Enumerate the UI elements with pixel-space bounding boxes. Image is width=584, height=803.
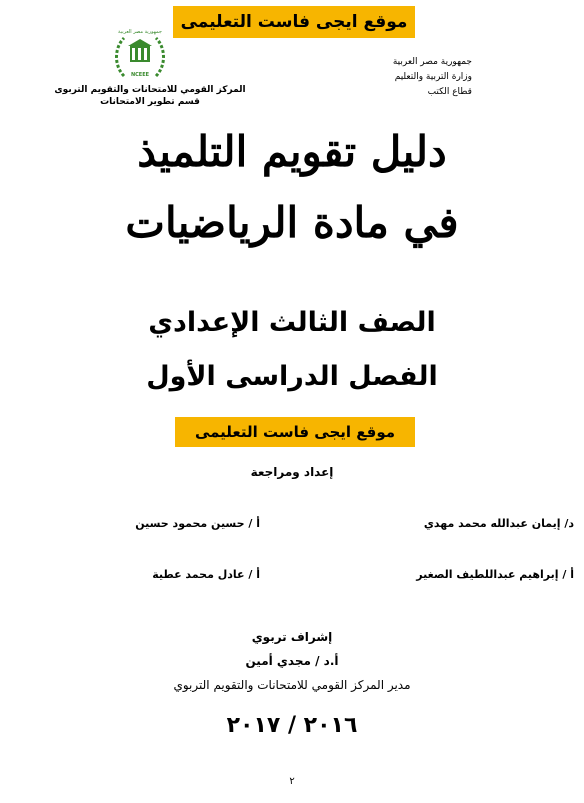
grade-title: الصف الثالث الإعدادي: [148, 307, 436, 338]
ministry-line3: قطاع الكتب: [427, 87, 472, 97]
title-line1: دليل تقويم التلميذ: [137, 127, 447, 176]
page-number: ٢: [289, 776, 295, 787]
author-left-2: أ / عادل محمد عطية: [152, 568, 260, 581]
term-title: الفصل الدراسى الأول: [146, 361, 438, 392]
supervisor-role: مدير المركز القومي للامتحانات والتقويم التربوي: [173, 678, 411, 692]
top-banner-text: موقع ايجى فاست التعليمى: [180, 12, 408, 32]
logo-badge: NCEEE: [130, 72, 150, 78]
academic-year: ٢٠١٦ / ٢٠١٧: [226, 713, 358, 738]
center-name: [50, 84, 250, 108]
supervision-heading: إشراف تربوي: [251, 630, 333, 644]
title-line2: في مادة الرياضيات: [125, 198, 459, 247]
author-right-2: أ / إبراهيم عبداللطيف الصغير: [416, 568, 574, 581]
middle-banner-text: موقع ايجى فاست التعليمى: [194, 423, 396, 441]
ministry-block: [332, 55, 472, 100]
top-banner: [173, 6, 415, 38]
center-name-line1: المركز القومي للامتحانات والتقويم التربوى: [54, 85, 246, 95]
center-name-line2: قسم تطوير الامتحانات: [100, 97, 200, 107]
logo-caption: جمهورية مصر العربية: [118, 29, 162, 35]
ministry-line2: وزارة التربية والتعليم: [394, 72, 472, 82]
ministry-line1: جمهورية مصر العربية: [392, 57, 472, 67]
middle-banner: [175, 417, 415, 447]
supervisor-name: أ.د / مجدي أمين: [245, 654, 339, 668]
prepared-by-heading: إعداد ومراجعة: [250, 465, 334, 479]
author-left-1: أ / حسين محمود حسين: [135, 517, 260, 530]
author-right-1: د/ إيمان عبدالله محمد مهدي: [423, 517, 574, 530]
